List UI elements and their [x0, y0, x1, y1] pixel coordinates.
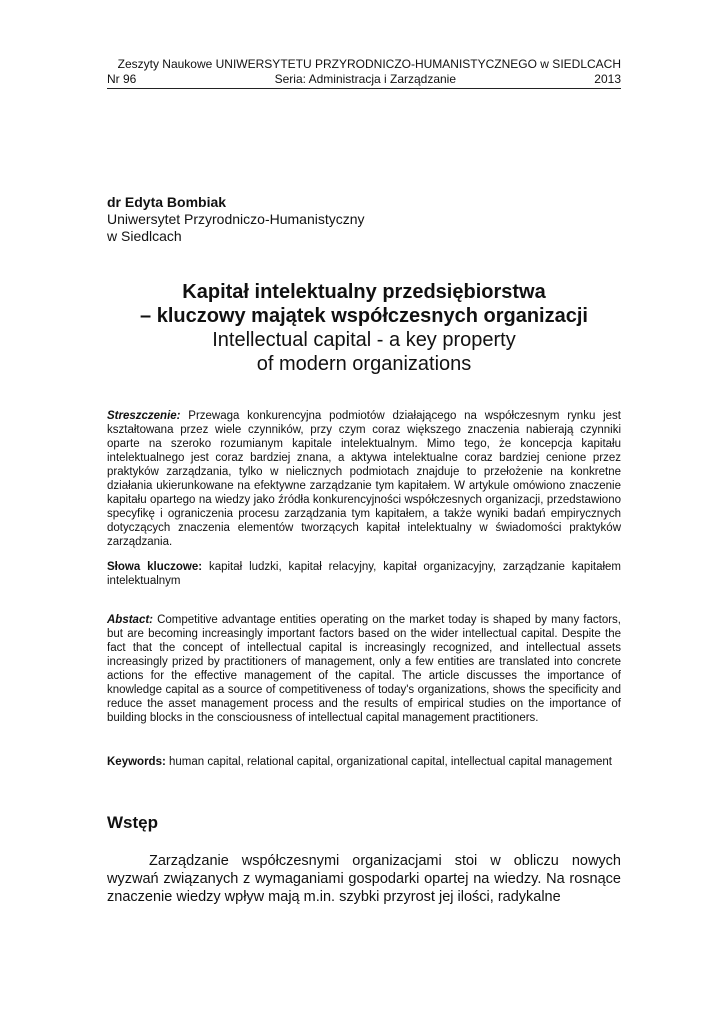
- abstract-pl-text: Przewaga konkurencyjna podmiotów działającego na współczesnym rynku jest kształtowana przez wiele czynników, przy czym coraz większego znaczenia nabierają czynniki oparte na szeroko rozumianym kapitale intelektualnym. Mimo tego, że koncepcja kapitału intelektualnego jest coraz bardziej znana, a aktywa intelektualne coraz bardziej cenione przez praktyków zarządzania, tylko w nielicznych podmiotach znajduje to przełożenie na konkretne działania ukierunkowane na efektywne zarządzanie tym kapitałem. W artykule omówiono znaczenie kapitału opartego na wiedzy jako źródła konkurencyjności współczesnych organizacji, przedstawiono specyfikę i ograniczenia procesu zarządzania tym kapitałem, a także wyniki badań empirycznych dotyczących znaczenia elementów tworzących kapitał intelektualny w świadomości praktyków zarządzania.: [107, 410, 621, 548]
- issue-number: Nr 96: [107, 72, 137, 86]
- title-pl-line-1: Kapitał intelektualny przedsiębiorstwa: [182, 281, 546, 303]
- title-en-line-1: Intellectual capital - a key property: [212, 329, 516, 351]
- header-issue-row: [107, 72, 621, 89]
- abstract-en-label: Abstact:: [107, 614, 154, 626]
- title-block: [97, 280, 631, 376]
- keywords-en-text: human capital, relational capital, organizational capital, intellectual capital management: [165, 756, 613, 768]
- author-affiliation: Uniwersytet Przyrodniczo-Humanistyczny: [107, 211, 365, 227]
- abstract-pl-label: Streszczenie:: [107, 410, 181, 422]
- journal-name: Zeszyty Naukowe UNIWERSYTETU PRZYRODNICZO-HUMANISTYCZNEGO w SIEDLCACH: [117, 57, 621, 71]
- series-name: Seria: Administracja i Zarządzanie: [274, 72, 457, 86]
- body-paragraph: Zarządzanie współczesnymi organizacjami stoi w obliczu nowych wyzwań związanych z wymaganiami gospodarki opartej na wiedzy. Na rosnące znaczenie wiedzy wpływ mają m.in. szybki przyrost jej ilości, radykalne: [107, 853, 621, 905]
- author-city: w Siedlcach: [107, 228, 182, 244]
- keywords-en-label: Keywords:: [107, 756, 166, 768]
- running-header: [107, 57, 621, 89]
- author-name: dr Edyta Bombiak: [107, 194, 227, 210]
- keywords-en: [107, 755, 621, 769]
- title-pl-line-2: – kluczowy majątek współczesnych organizacji: [140, 305, 588, 327]
- title-en-line-2: of modern organizations: [256, 353, 472, 375]
- keywords-pl-label: Słowa kluczowe:: [107, 561, 203, 573]
- section-heading: Wstęp: [107, 813, 158, 832]
- author-block: [107, 194, 365, 245]
- keywords-pl-text: kapitał ludzki, kapitał relacyjny, kapitał organizacyjny, zarządzanie kapitałem intelektualnym: [107, 561, 622, 587]
- body-text: [107, 852, 621, 906]
- abstract-en-text: Competitive advantage entities operating on the market today is shaped by many factors, but are becoming increasingly important factors based on the wider intellectual capital. Despite the fact that the concept of intellectual capital is increasingly recognized, and intellectual assets increasingly prized by practitioners of management, only a few entities are translated into concrete actions for the effective management of the capital. The article discusses the importance of knowledge capital as a source of competitiveness of today's organizations, shows the specificity and reduce the asset management process and the results of empirical studies on the importance of building blocks in the consciousness of intellectual capital management practitioners.: [107, 614, 621, 724]
- abstract-en: [107, 613, 621, 725]
- abstract-pl: [107, 409, 621, 549]
- keywords-pl: [107, 560, 621, 588]
- publication-year: 2013: [594, 72, 621, 86]
